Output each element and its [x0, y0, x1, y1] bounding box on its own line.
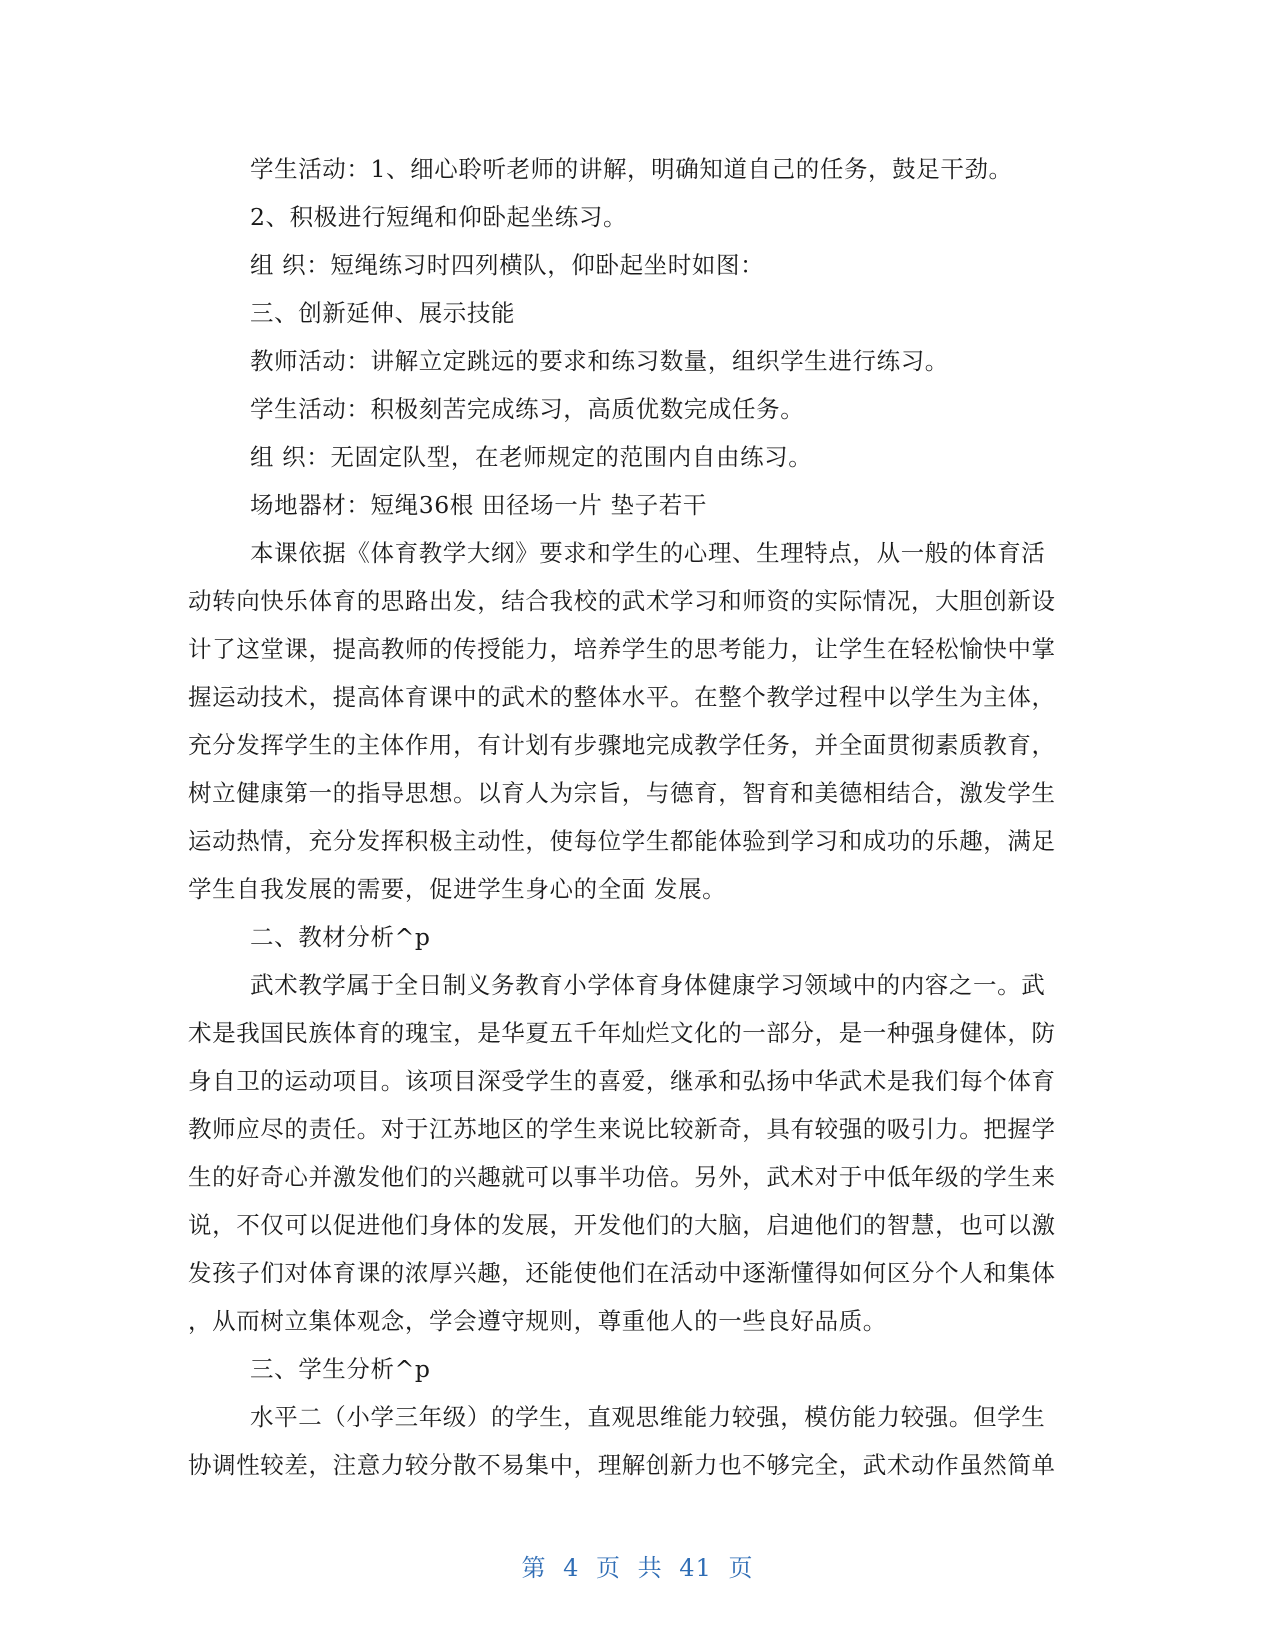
text-line: ，从而树立集体观念，学会遵守规则，尊重他人的一些良好品质。 [188, 1307, 887, 1335]
text-line: 武术教学属于全日制义务教育小学体育身体健康学习领域中的内容之一。武 [250, 971, 1046, 999]
text-line: 运动热情，充分发挥积极主动性，使每位学生都能体验到学习和成功的乐趣，满足 [188, 827, 1056, 855]
text-line: 计了这堂课，提高教师的传授能力，培养学生的思考能力，让学生在轻松愉快中掌 [188, 635, 1056, 663]
document-body [188, 145, 1088, 1489]
text-line: 教师应尽的责任。对于江苏地区的学生来说比较新奇，具有较强的吸引力。把握学 [188, 1115, 1056, 1143]
text-line: 组 织：无固定队型，在老师规定的范围内自由练习。 [250, 443, 813, 471]
text-line: 场地器材：短绳36根 田径场一片 垫子若干 [250, 491, 707, 519]
text-line: 动转向快乐体育的思路出发，结合我校的武术学习和师资的实际情况，大胆创新设 [188, 587, 1056, 615]
text-line: 学生活动：1、细心聆听老师的讲解，明确知道自己的任务，鼓足干劲。 [250, 155, 1013, 183]
page-number-footer: 第 4 页 共 41 页 [521, 1554, 754, 1582]
text-line: 握运动技术，提高体育课中的武术的整体水平。在整个教学过程中以学生为主体， [188, 683, 1056, 711]
text-line: 教师活动：讲解立定跳远的要求和练习数量，组织学生进行练习。 [250, 347, 949, 375]
text-line: 本课依据《体育教学大纲》要求和学生的心理、生理特点，从一般的体育活 [250, 539, 1046, 567]
text-line: 生的好奇心并激发他们的兴趣就可以事半功倍。另外，武术对于中低年级的学生来 [188, 1163, 1056, 1191]
text-line: 2、积极进行短绳和仰卧起坐练习。 [250, 203, 628, 231]
text-line: 组 织：短绳练习时四列横队，仰卧起坐时如图： [250, 251, 765, 279]
text-line: 学生活动：积极刻苦完成练习，高质优数完成任务。 [250, 395, 805, 423]
section-heading: 二、教材分析^p [250, 923, 431, 951]
text-line: 水平二（小学三年级）的学生，直观思维能力较强，模仿能力较强。但学生 [250, 1403, 1046, 1431]
section-heading: 三、创新延伸、展示技能 [250, 299, 516, 327]
text-line: 发孩子们对体育课的浓厚兴趣，还能使他们在活动中逐渐懂得如何区分个人和集体 [188, 1259, 1056, 1287]
text-line: 说，不仅可以促进他们身体的发展，开发他们的大脑，启迪他们的智慧，也可以激 [188, 1211, 1056, 1239]
text-line: 身自卫的运动项目。该项目深受学生的喜爱，继承和弘扬中华武术是我们每个体育 [188, 1067, 1056, 1095]
text-line: 学生自我发展的需要，促进学生身心的全面 发展。 [188, 875, 727, 903]
text-line: 术是我国民族体育的瑰宝，是华夏五千年灿烂文化的一部分，是一种强身健体，防 [188, 1019, 1056, 1047]
text-line: 协调性较差，注意力较分散不易集中，理解创新力也不够完全，武术动作虽然简单 [188, 1451, 1056, 1479]
text-line: 充分发挥学生的主体作用，有计划有步骤地完成教学任务，并全面贯彻素质教育， [188, 731, 1056, 759]
text-line: 树立健康第一的指导思想。以育人为宗旨，与德育，智育和美德相结合，激发学生 [188, 779, 1056, 807]
section-heading: 三、学生分析^p [250, 1355, 431, 1383]
